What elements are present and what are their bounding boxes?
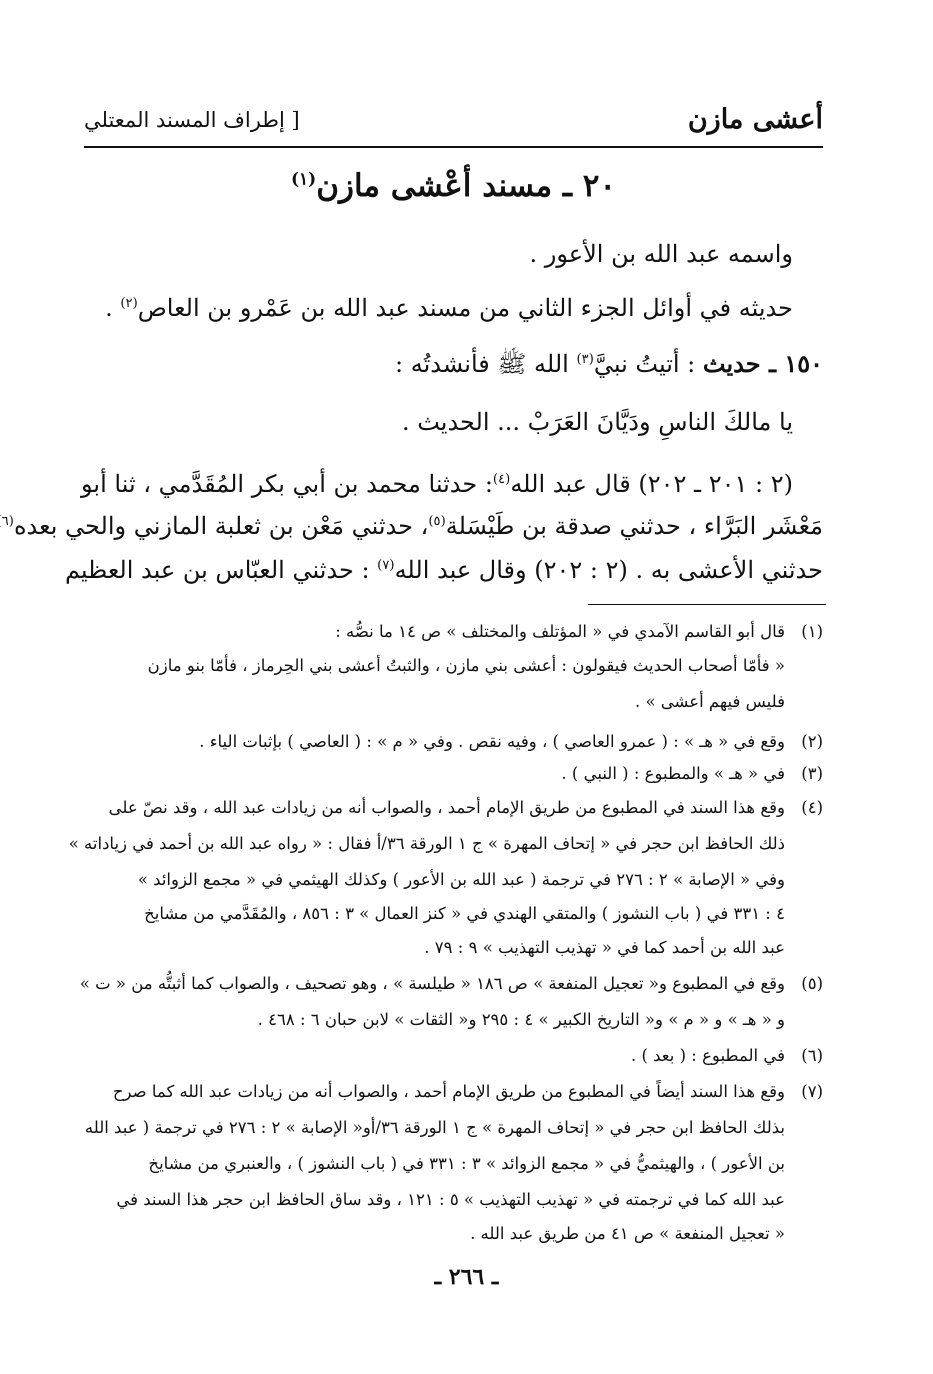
- chapter-title: [84, 168, 823, 204]
- footnote-text: عبد الله كما في ترجمته في « تهذيب التهذيب » ٥ : ١٢١ ، وقد ساق الحافظ ابن حجر هذا السند في: [116, 1190, 785, 1209]
- verse-line: [84, 410, 793, 434]
- footnote-text: بن الأعور ) ، والهيثميُّ في « مجمع الزوائد » ٣ : ٣٣١ في ( باب النشوز ) ، والعنبري من مشايخ: [148, 1154, 785, 1173]
- isnad-text-mid: ، حدثني مَعْن بن ثعلبة المازني والحي بعده: [13, 512, 429, 540]
- header-section-title: أعشى مازن: [687, 104, 823, 135]
- hadith-text-end: الله ﷺ فأنشدتُه :: [395, 350, 577, 378]
- hadith-heading-line: [84, 349, 823, 378]
- isnad-line-1: [81, 470, 793, 498]
- footnote-text: « فأمّا أصحاب الحديث فيقولون : أعشى بني مازن ، والثبتُ أعشى بني الحِرماز ، فأمّا بنو مازن: [147, 656, 785, 675]
- footnote-text: وقع هذا السند أيضاً في المطبوع من طريق الإمام أحمد ، والصواب أنه من زيادات عبد الله كما صرح: [112, 1082, 785, 1101]
- chapter-title-text: ٢٠ ـ مسند أعْشى مازن: [316, 168, 617, 204]
- footnote-ref: (١): [290, 169, 317, 190]
- footnote-number: (٤): [801, 798, 823, 817]
- isnad-text-end: : حدثني العبّاس بن عبد العظيم: [64, 556, 378, 584]
- isnad-line-3: [64, 556, 823, 584]
- location-text-end: .: [105, 294, 121, 322]
- footnote-text: ٤ : ٣٣١ في ( باب النشوز ) والمتقي الهندي في « كنز العمال » ٣ : ٨٥٦ ، والمُقَدَّمي من مشايخ: [144, 904, 785, 923]
- page-number: ـ ٢٦٦ ـ: [434, 1264, 499, 1290]
- isnad-text: (٢ : ٢٠١ ـ ٢٠٢) قال عبد الله: [510, 470, 793, 498]
- footnote-text: و « هـ » و « م » و« التاريخ الكبير » ٤ : ٢٩٥ و« الثقات » لابن حبان ٦ : ٤٦٨ .: [257, 1010, 785, 1029]
- footnote-text: « تعجيل المنفعة » ص ٤١ من طريق عبد الله .: [470, 1224, 785, 1243]
- footnote-text: وقع في « هـ » : ( عمرو العاصي ) ، وفيه نقص . وفي « م » : ( العاصي ) بإثبات الياء .: [199, 732, 785, 751]
- name-text: واسمه عبد الله بن الأعور .: [529, 240, 793, 268]
- footnote-text: وفي « الإصابة » ٢ : ٢٧٦ في ترجمة ( عبد الله بن الأعور ) وكذلك الهيثمي في « مجمع الزوائد »: [137, 870, 785, 889]
- footnote-text: فليس فيهم أعشى » .: [634, 692, 785, 711]
- footnote-ref: (٢): [120, 296, 138, 311]
- body-line-location: [84, 296, 793, 320]
- hadith-number: ١٥٠ ـ حديث: [702, 349, 823, 378]
- isnad-text-end: : حدثنا محمد بن أبي بكر المُقَدَّمي ، ثنا أبو: [81, 470, 493, 498]
- footnote-text: ذلك الحافظ ابن حجر في « إتحاف المهرة » ج ١ الورقة ٣٦/أ فقال : « رواه عبد الله بن أحمد في زياداته »: [68, 834, 785, 853]
- header-book-title: [ إطراف المسند المعتلي: [84, 108, 300, 132]
- running-header: [84, 104, 823, 144]
- hadith-text: : أتيتُ نبيَّ: [593, 350, 703, 378]
- footnote-number: (٢): [801, 732, 823, 751]
- footnote-ref: (٥): [428, 514, 446, 529]
- footnote-number: (١): [801, 622, 823, 641]
- footnote-number: (٥): [801, 974, 823, 993]
- footnote-text: بذلك الحافظ ابن حجر في « إتحاف المهرة » ج ١ الورقة ٣٦/أو« الإصابة » ٢ : ٢٧٦ في ترجمة ( عبد الله: [84, 1118, 785, 1137]
- footnote-text: وقع هذا السند في المطبوع من طريق الإمام أحمد ، والصواب أنه من زيادات عبد الله ، وقد نصّ على: [108, 798, 785, 817]
- footnote-text: عبد الله بن أحمد كما في « تهذيب التهذيب » ٩ : ٧٩ .: [424, 938, 785, 957]
- verse-text: يا مالكَ الناسِ ودَيَّانَ العَرَبْ ... الحديث .: [401, 408, 793, 436]
- footnote-number: (٧): [801, 1082, 823, 1101]
- isnad-line-2: [1, 512, 823, 540]
- isnad-text: حدثني الأعشى به . (٢ : ٢٠٢) وقال عبد الله: [394, 556, 823, 584]
- footnote-ref: (٤): [492, 472, 511, 487]
- footnote-ref: (٧): [377, 558, 395, 573]
- location-text: حديثه في أوائل الجزء الثاني من مسند عبد الله بن عَمْرو بن العاص: [137, 294, 793, 322]
- isnad-text: مَعْشَر البَرَّاء ، حدثني صدقة بن طَيْسَلة: [445, 512, 823, 540]
- footnote-text: قال أبو القاسم الآمدي في « المؤتلف والمختلف » ص ١٤ ما نصُّه :: [335, 622, 785, 641]
- footnote-number: (٣): [801, 764, 823, 783]
- header-rule: [84, 146, 823, 148]
- footnote-text: في المطبوع : ( بعد ) .: [630, 1046, 785, 1065]
- footnote-ref: (٣): [576, 352, 594, 367]
- footnote-text: في « هـ » والمطبوع : ( النبي ) .: [561, 764, 785, 783]
- body-line-name: [84, 242, 793, 266]
- footnote-ref: (٦: [1, 514, 14, 529]
- footnote-text: وقع في المطبوع و« تعجيل المنفعة » ص ١٨٦ « طيلسة » ، وهو تصحيف ، والصواب كما أثبتُّه من « ت »: [79, 974, 785, 993]
- footnote-separator: [588, 604, 826, 605]
- footnote-number: (٦): [801, 1046, 823, 1065]
